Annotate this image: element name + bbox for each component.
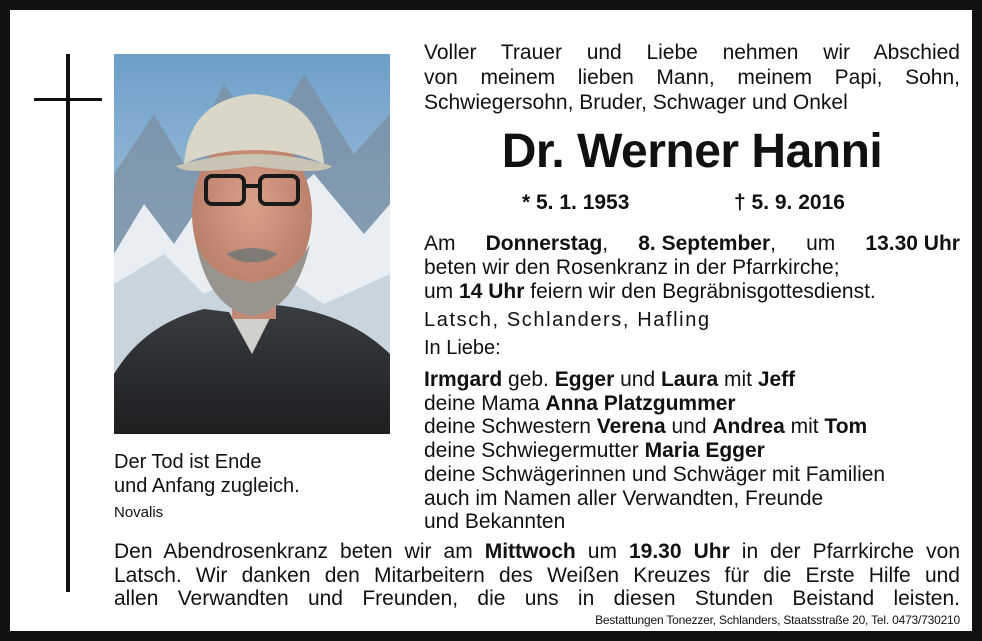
birth-date: * 5. 1. 1953 — [522, 191, 630, 214]
intro-line: von meinem lieben Mann, meinem Papi, Sohn, — [424, 66, 960, 89]
death-date: † 5. 9. 2016 — [734, 191, 845, 214]
service-weekday: Donnerstag — [485, 232, 603, 255]
deceased-name: Dr. Werner Hanni — [501, 125, 883, 178]
mass-time: 14 Uhr — [459, 280, 525, 303]
closing-line: Latsch. Wir danken den Mitarbeitern des Weißen Kreuzes für die Erste Hilfe und — [114, 563, 960, 587]
obituary-page — [10, 10, 972, 631]
cross-icon-horizontal — [34, 98, 102, 101]
places: Latsch, Schlanders, Hafling — [424, 309, 711, 331]
quote-line: Der Tod ist Ende — [114, 451, 262, 473]
quote-author: Novalis — [114, 504, 164, 521]
quote-line: und Anfang zugleich. — [114, 475, 300, 497]
service-time: 13.30 Uhr — [865, 232, 960, 255]
funeral-home-footer: Bestattungen Tonezzer, Schlanders, Staatsstraße 20, Tel. 0473/730210 — [595, 613, 960, 627]
service-line: Am Donnerstag, 8. September, um 13.30 Uhr — [424, 232, 960, 255]
closing-line: Den Abendrosenkranz beten wir am Mittwoch um 19.30 Uhr in der Pfarrkirche von — [114, 540, 960, 563]
family-row: auch im Namen aller Verwandten, Freunde — [424, 486, 824, 510]
intro-line: Voller Trauer und Liebe nehmen wir Abschied — [424, 41, 960, 64]
service-line: um 14 Uhr feiern wir den Begräbnisgottesdienst. — [424, 280, 876, 303]
service-info — [424, 232, 960, 304]
cross-icon-vertical — [66, 54, 70, 592]
service-line: beten wir den Rosenkranz in der Pfarrkirche; — [424, 256, 840, 279]
family-row: deine Schwiegermutter Maria Egger — [424, 439, 765, 463]
portrait-photo — [114, 54, 390, 434]
family-row: deine Schwestern Verena und Andrea mit Tom — [424, 415, 868, 439]
family-row: deine Mama Anna Platzgummer — [424, 391, 736, 415]
family-row: Irmgard geb. Egger und Laura mit Jeff — [424, 368, 796, 391]
intro-line: Schwiegersohn, Bruder, Schwager und Onkel — [424, 91, 848, 114]
family-list — [424, 368, 960, 534]
intro-text — [424, 40, 960, 115]
family-row: und Bekannten — [424, 510, 566, 534]
closing-text — [114, 540, 960, 611]
family-row: deine Schwägerinnen und Schwäger mit Familien — [424, 462, 886, 486]
service-date: 8. September — [638, 232, 771, 255]
service-word: Am — [424, 232, 456, 255]
in-liebe-label: In Liebe: — [424, 337, 501, 359]
closing-line: allen Verwandten und Freunden, die uns in diesen Stunden Beistand leisten. — [114, 587, 960, 610]
service-word: um — [806, 232, 836, 255]
quote — [114, 450, 300, 522]
